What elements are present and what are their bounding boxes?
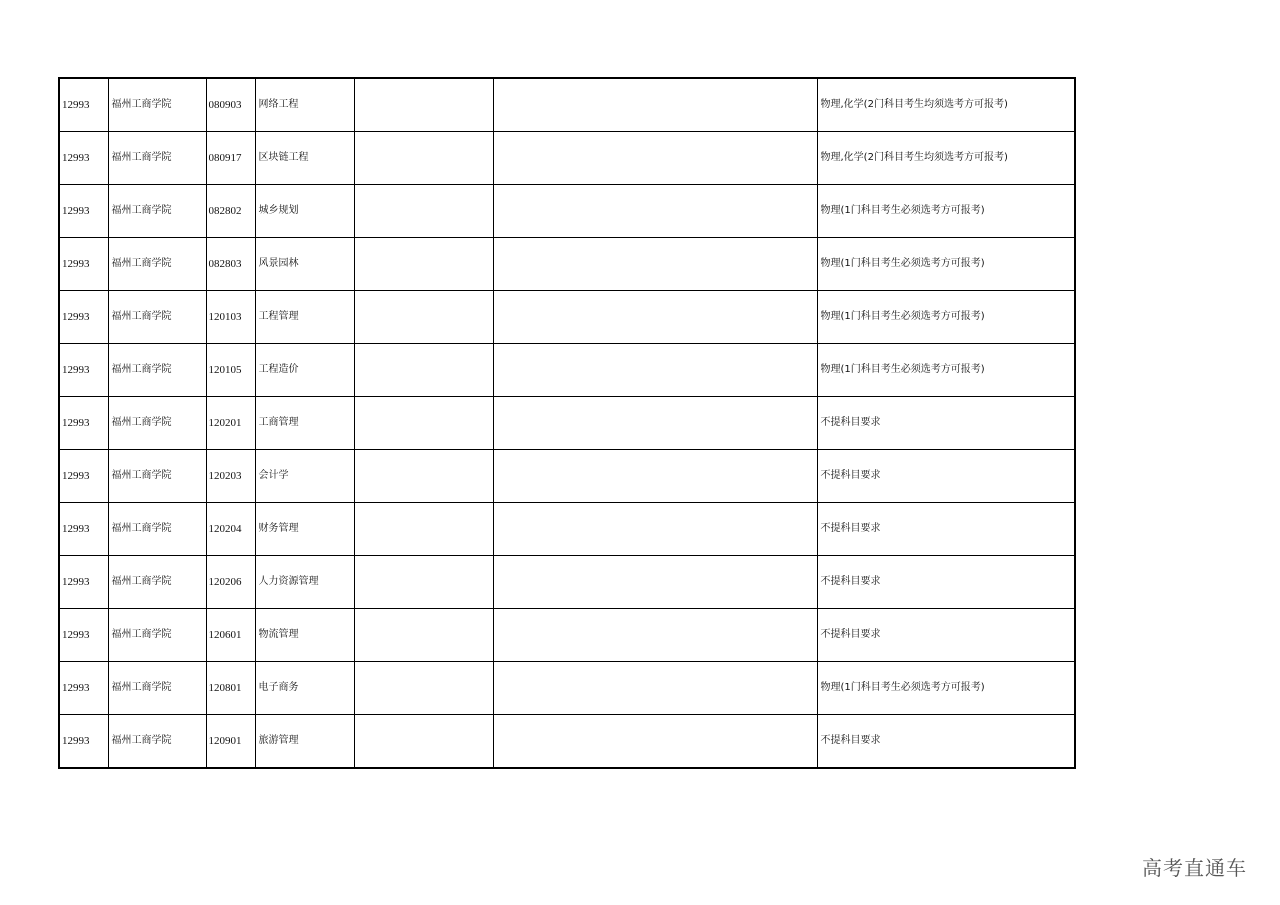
cell-major-name: 财务管理 xyxy=(255,503,354,556)
table-row xyxy=(59,397,1075,450)
cell-subject-requirement: 不提科目要求 xyxy=(817,715,1075,769)
cell-school-code: 12993 xyxy=(59,397,108,450)
cell-blank-b xyxy=(493,503,817,556)
cell-school-name: 福州工商学院 xyxy=(108,715,206,769)
cell-subject-requirement: 不提科目要求 xyxy=(817,450,1075,503)
cell-major-code: 082803 xyxy=(206,238,255,291)
cell-subject-requirement: 不提科目要求 xyxy=(817,556,1075,609)
cell-school-name: 福州工商学院 xyxy=(108,503,206,556)
table-row xyxy=(59,450,1075,503)
requirements-table xyxy=(58,77,1076,769)
cell-school-name: 福州工商学院 xyxy=(108,609,206,662)
cell-subject-requirement: 物理,化学(2门科目考生均须选考方可报考) xyxy=(817,132,1075,185)
cell-school-name: 福州工商学院 xyxy=(108,450,206,503)
cell-major-name: 区块链工程 xyxy=(255,132,354,185)
cell-blank-a xyxy=(354,662,493,715)
cell-blank-a xyxy=(354,291,493,344)
cell-major-name: 城乡规划 xyxy=(255,185,354,238)
cell-major-name: 物流管理 xyxy=(255,609,354,662)
cell-blank-b xyxy=(493,238,817,291)
table-row xyxy=(59,78,1075,132)
cell-school-code: 12993 xyxy=(59,78,108,132)
cell-subject-requirement: 物理(1门科目考生必须选考方可报考) xyxy=(817,238,1075,291)
cell-blank-b xyxy=(493,291,817,344)
cell-school-name: 福州工商学院 xyxy=(108,185,206,238)
cell-school-name: 福州工商学院 xyxy=(108,556,206,609)
cell-major-code: 080903 xyxy=(206,78,255,132)
cell-major-name: 工商管理 xyxy=(255,397,354,450)
cell-school-code: 12993 xyxy=(59,185,108,238)
cell-major-code: 120206 xyxy=(206,556,255,609)
table-row xyxy=(59,238,1075,291)
cell-major-name: 人力资源管理 xyxy=(255,556,354,609)
cell-subject-requirement: 物理(1门科目考生必须选考方可报考) xyxy=(817,291,1075,344)
cell-blank-a xyxy=(354,132,493,185)
cell-school-name: 福州工商学院 xyxy=(108,344,206,397)
cell-blank-b xyxy=(493,662,817,715)
cell-blank-b xyxy=(493,715,817,769)
cell-blank-a xyxy=(354,344,493,397)
cell-school-code: 12993 xyxy=(59,715,108,769)
cell-major-code: 120801 xyxy=(206,662,255,715)
cell-blank-b xyxy=(493,78,817,132)
cell-school-code: 12993 xyxy=(59,132,108,185)
cell-subject-requirement: 不提科目要求 xyxy=(817,503,1075,556)
cell-school-code: 12993 xyxy=(59,662,108,715)
cell-school-name: 福州工商学院 xyxy=(108,132,206,185)
table-row xyxy=(59,662,1075,715)
cell-blank-b xyxy=(493,556,817,609)
cell-blank-b xyxy=(493,397,817,450)
table-row xyxy=(59,291,1075,344)
cell-school-code: 12993 xyxy=(59,344,108,397)
cell-blank-b xyxy=(493,450,817,503)
cell-major-code: 080917 xyxy=(206,132,255,185)
cell-blank-a xyxy=(354,78,493,132)
cell-subject-requirement: 物理(1门科目考生必须选考方可报考) xyxy=(817,662,1075,715)
cell-school-name: 福州工商学院 xyxy=(108,291,206,344)
cell-major-name: 工程管理 xyxy=(255,291,354,344)
cell-blank-a xyxy=(354,238,493,291)
cell-school-name: 福州工商学院 xyxy=(108,397,206,450)
cell-major-code: 120103 xyxy=(206,291,255,344)
cell-major-name: 网络工程 xyxy=(255,78,354,132)
cell-blank-b xyxy=(493,132,817,185)
cell-blank-a xyxy=(354,715,493,769)
table-row xyxy=(59,715,1075,769)
cell-blank-b xyxy=(493,609,817,662)
cell-school-code: 12993 xyxy=(59,291,108,344)
cell-major-code: 082802 xyxy=(206,185,255,238)
cell-blank-b xyxy=(493,185,817,238)
cell-school-code: 12993 xyxy=(59,238,108,291)
cell-blank-b xyxy=(493,344,817,397)
cell-major-name: 工程造价 xyxy=(255,344,354,397)
cell-subject-requirement: 物理,化学(2门科目考生均须选考方可报考) xyxy=(817,78,1075,132)
cell-blank-a xyxy=(354,185,493,238)
cell-blank-a xyxy=(354,609,493,662)
table-row xyxy=(59,185,1075,238)
cell-major-code: 120901 xyxy=(206,715,255,769)
cell-school-name: 福州工商学院 xyxy=(108,238,206,291)
table-row xyxy=(59,609,1075,662)
table-row xyxy=(59,556,1075,609)
cell-subject-requirement: 物理(1门科目考生必须选考方可报考) xyxy=(817,344,1075,397)
cell-major-code: 120204 xyxy=(206,503,255,556)
cell-school-name: 福州工商学院 xyxy=(108,662,206,715)
cell-school-code: 12993 xyxy=(59,556,108,609)
cell-school-code: 12993 xyxy=(59,450,108,503)
cell-school-name: 福州工商学院 xyxy=(108,78,206,132)
table-row xyxy=(59,344,1075,397)
cell-blank-a xyxy=(354,503,493,556)
table-body xyxy=(59,78,1075,768)
cell-major-name: 会计学 xyxy=(255,450,354,503)
cell-major-code: 120601 xyxy=(206,609,255,662)
cell-subject-requirement: 不提科目要求 xyxy=(817,609,1075,662)
cell-major-code: 120201 xyxy=(206,397,255,450)
cell-blank-a xyxy=(354,397,493,450)
table-row xyxy=(59,503,1075,556)
table-row xyxy=(59,132,1075,185)
cell-blank-a xyxy=(354,556,493,609)
cell-school-code: 12993 xyxy=(59,609,108,662)
cell-subject-requirement: 物理(1门科目考生必须选考方可报考) xyxy=(817,185,1075,238)
cell-subject-requirement: 不提科目要求 xyxy=(817,397,1075,450)
cell-major-code: 120203 xyxy=(206,450,255,503)
cell-major-name: 风景园林 xyxy=(255,238,354,291)
cell-blank-a xyxy=(354,450,493,503)
cell-major-name: 电子商务 xyxy=(255,662,354,715)
watermark-text: 高考直通车 xyxy=(1142,856,1247,880)
cell-major-code: 120105 xyxy=(206,344,255,397)
cell-major-name: 旅游管理 xyxy=(255,715,354,769)
cell-school-code: 12993 xyxy=(59,503,108,556)
